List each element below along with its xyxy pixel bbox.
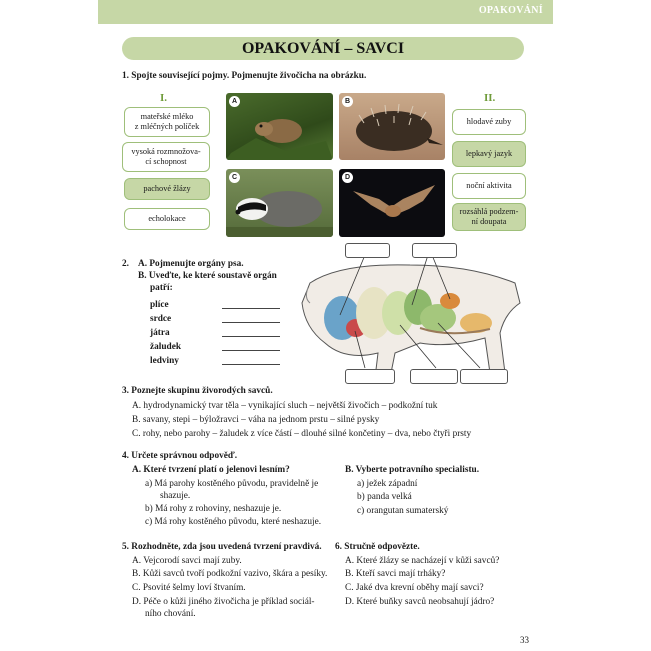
col2-term-2[interactable] <box>452 141 526 167</box>
col1-term-3[interactable] <box>124 178 210 200</box>
organ-label: ledviny <box>150 356 179 366</box>
term-line: cí schopnost <box>145 157 187 166</box>
term-line: vysoká rozmnožova- <box>131 146 201 156</box>
q6-item: A. Které žlázy se nacházejí v kůži savců? <box>345 556 500 566</box>
q2-part-b-line2: patří: <box>150 283 173 293</box>
q6-item: B. Kteří savci mají trháky? <box>345 569 446 579</box>
answer-line[interactable] <box>222 364 280 365</box>
answer-line[interactable] <box>222 322 280 323</box>
col1-heading: I. <box>160 92 168 104</box>
term-line: hlodavé zuby <box>466 116 512 126</box>
term-line: rozsáhlá podzem- <box>459 206 519 216</box>
shrew-image <box>226 93 333 160</box>
organ-label: žaludek <box>150 342 181 352</box>
q6-text: 6. Stručně odpovězte. <box>335 542 420 552</box>
q4-a-option-cont: shazuje. <box>160 491 191 501</box>
q2-part-a: A. Pojmenujte orgány psa. <box>138 259 244 269</box>
echidna-image <box>339 93 445 160</box>
term-line: lepkavý jazyk <box>465 148 513 158</box>
q5-item: C. Psovité šelmy loví štvaním. <box>132 583 246 593</box>
q5-item-cont: ního chování. <box>145 609 196 619</box>
diagram-answer-box[interactable] <box>412 243 457 258</box>
photo-d-bat <box>339 169 445 237</box>
q1-text: 1. Spojte související pojmy. Pojmenujte živočicha na obrázku. <box>122 71 367 81</box>
term-line: noční aktivita <box>466 180 512 190</box>
diagram-answer-box[interactable] <box>410 369 458 384</box>
photo-b-echidna <box>339 93 445 160</box>
q4-text: 4. Určete správnou odpověď. <box>122 451 238 461</box>
section-header-label: OPAKOVÁNÍ <box>478 5 543 16</box>
term-line: echolokace <box>148 213 186 223</box>
organ-label: játra <box>150 328 170 338</box>
term-line: mateřské mléko <box>140 111 194 121</box>
col1-term-1[interactable] <box>124 107 210 137</box>
q5-item: A. Vejcorodí savci mají zuby. <box>132 556 242 566</box>
col2-term-3[interactable] <box>452 173 526 199</box>
q2-part-b-line1: B. Uveďte, ke které soustavě orgán <box>138 271 277 281</box>
q3-item: B. savany, stepi – býložravci – váha na jednom prstu – silné pysky <box>132 415 380 425</box>
section-header-bar <box>98 0 553 24</box>
badger-image <box>226 169 333 237</box>
photo-label-d: D <box>342 172 353 183</box>
col2-heading: II. <box>484 92 496 104</box>
col1-term-4[interactable] <box>124 208 210 230</box>
dog-anatomy-diagram <box>300 243 525 388</box>
q3-item: A. hydrodynamický tvar těla – vynikající sluch – největší živočich – podkožní tuk <box>132 401 438 411</box>
q4-a-option[interactable]: a) Má parohy kostěného původu, pravidelně je <box>145 479 319 489</box>
page-title: OPAKOVÁNÍ – SAVCI <box>241 40 405 57</box>
q4-a-option[interactable]: b) Má rohy z rohoviny, neshazuje je. <box>145 504 282 514</box>
photo-a-shrew <box>226 93 333 160</box>
term-line: z mléčných políček <box>134 122 200 131</box>
q5-text: 5. Rozhodněte, zda jsou uvedená tvrzení pravdivá. <box>122 542 322 552</box>
organ-label: srdce <box>150 314 172 324</box>
q4-part-b-title: B. Vyberte potravního specialistu. <box>345 465 480 475</box>
term-line: ní doupata <box>471 217 507 226</box>
bat-image <box>339 169 445 237</box>
col2-term-1[interactable] <box>452 109 526 135</box>
q2-number: 2. <box>122 259 129 269</box>
photo-label-b: B <box>342 96 353 107</box>
photo-label-c: C <box>229 172 240 183</box>
diagram-answer-box[interactable] <box>460 369 508 384</box>
page-title-bar <box>122 37 524 60</box>
organ-label: plíce <box>150 300 169 310</box>
q4-b-option[interactable]: b) panda velká <box>357 492 412 502</box>
q5-item: D. Péče o kůži jiného živočicha je příklad sociál- <box>132 597 315 607</box>
diagram-answer-box[interactable] <box>345 243 390 258</box>
q3-item: C. rohy, nebo parohy – žaludek z více částí – dlouhé silné končetiny – dva, nebo čtyři prsty <box>132 429 472 439</box>
q5-item: B. Kůži savců tvoří podkožní vazivo, škára a pesíky. <box>132 569 328 579</box>
answer-line[interactable] <box>222 350 280 351</box>
page-number: 33 <box>520 635 529 645</box>
q3-text: 3. Poznejte skupinu živorodých savců. <box>122 386 273 396</box>
q4-b-option[interactable]: c) orangutan sumaterský <box>357 506 449 516</box>
photo-label-a: A <box>229 96 240 107</box>
col2-term-4[interactable] <box>452 203 526 231</box>
answer-line[interactable] <box>222 308 280 309</box>
answer-line[interactable] <box>222 336 280 337</box>
photo-c-badger <box>226 169 333 237</box>
q6-item: D. Které buňky savců neobsahují jádro? <box>345 597 495 607</box>
q4-b-option[interactable]: a) ježek západní <box>357 479 418 489</box>
term-line: pachové žlázy <box>143 183 191 193</box>
q6-item: C. Jaké dva krevní oběhy mají savci? <box>345 583 484 593</box>
q4-part-a-title: A. Které tvrzení platí o jelenovi lesním? <box>132 465 290 475</box>
q4-a-option[interactable]: c) Má rohy kostěného původu, které neshazuje. <box>145 517 322 527</box>
diagram-answer-box[interactable] <box>345 369 395 384</box>
col1-term-2[interactable] <box>122 142 210 172</box>
